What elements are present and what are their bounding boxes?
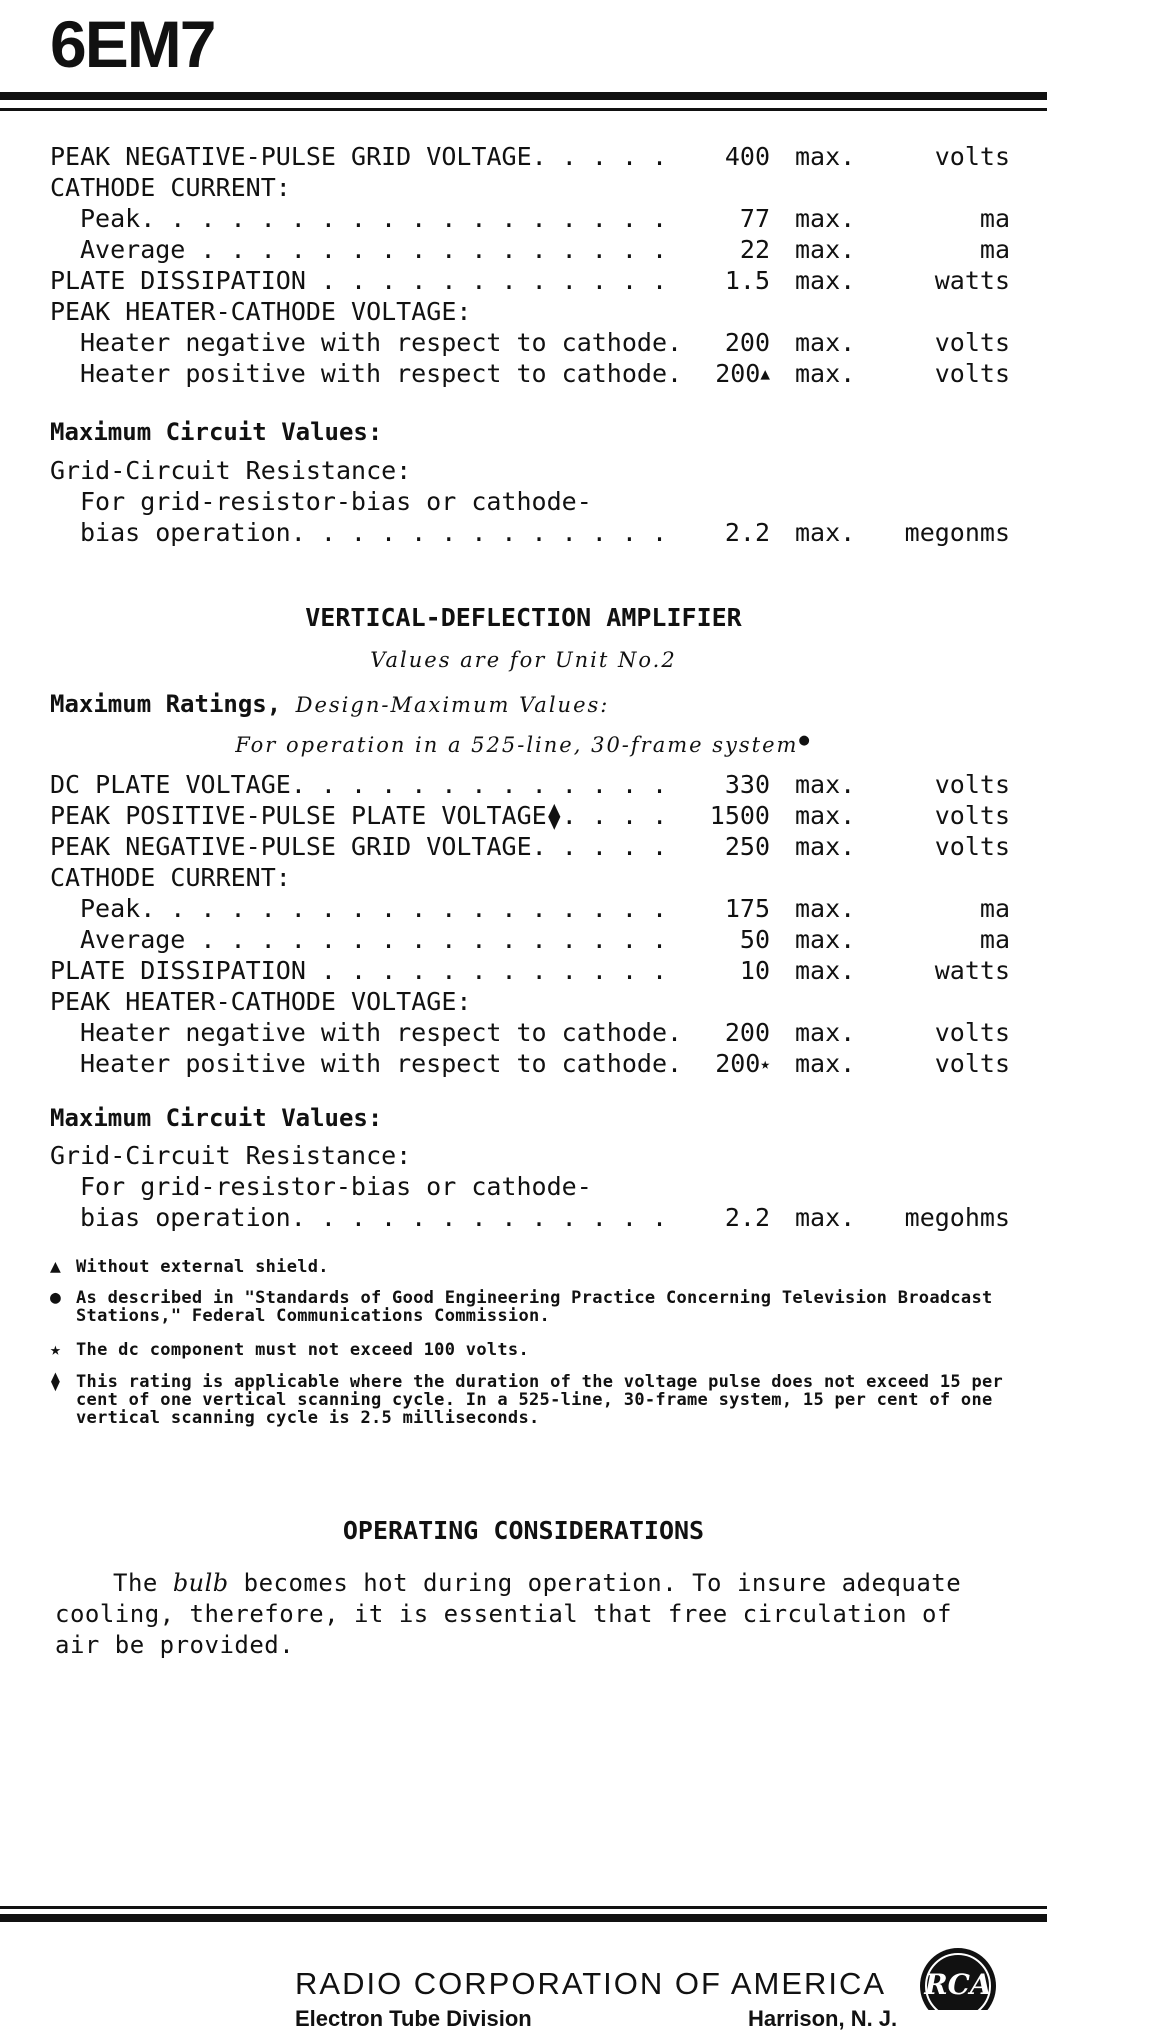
spec-row	[50, 1203, 1010, 1233]
spec-label-text: PEAK POSITIVE-PULSE PLATE VOLTAGE	[50, 801, 547, 830]
spec-max: max.	[795, 956, 856, 985]
spec-unit: ma	[979, 204, 1010, 233]
operating-paragraph	[55, 1568, 1010, 1661]
company-name: RADIO CORPORATION OF AMERICA	[295, 1966, 887, 2001]
spec-value-text: 10	[739, 956, 770, 985]
spec-label	[50, 863, 291, 893]
section-1-circuit-heading: Maximum Circuit Values:	[50, 418, 383, 446]
spec-max: max.	[795, 1018, 856, 1047]
spec-value-text: 330	[724, 770, 770, 799]
footnote-symbol: ▲	[50, 1256, 61, 1277]
top-rule	[0, 92, 1047, 100]
spec-label	[80, 487, 592, 517]
spec-value-text: 200	[715, 359, 761, 388]
footnote-ref-symbol: ★	[760, 1054, 770, 1073]
bottom-rule	[0, 1914, 1047, 1922]
spec-label	[80, 359, 682, 389]
spec-value	[725, 142, 770, 172]
spec-max: max.	[795, 359, 856, 388]
spec-label	[80, 1172, 592, 1202]
spec-unit: volts	[934, 801, 1010, 830]
spec-label	[80, 894, 667, 924]
spec-label	[50, 801, 667, 831]
footnote-ref-symbol: ⧫	[546, 801, 562, 830]
spec-value	[740, 956, 770, 986]
spec-value	[740, 235, 770, 265]
spec-row	[50, 204, 1010, 234]
spec-value	[725, 266, 770, 296]
spec-label	[80, 518, 667, 548]
operating-considerations-heading: OPERATING CONSIDERATIONS	[342, 1516, 705, 1545]
spec-row	[50, 1172, 1010, 1202]
spec-max: max.	[795, 1203, 856, 1232]
vertical-deflection-heading: VERTICAL-DEFLECTION AMPLIFIER	[305, 603, 742, 632]
spec-label-text: PEAK HEATER-CATHODE VOLTAGE:	[50, 987, 472, 1016]
section-2-circuit-heading: Maximum Circuit Values:	[50, 1104, 383, 1132]
spec-max: max.	[795, 328, 856, 357]
spec-label-text: PEAK HEATER-CATHODE VOLTAGE:	[50, 297, 472, 326]
spec-value-text: 1.5	[724, 266, 770, 295]
spec-value-text: 200	[724, 1018, 770, 1047]
spec-max: max.	[795, 235, 856, 264]
spec-unit: volts	[934, 1018, 1010, 1047]
spec-label-text: DC PLATE VOLTAGE. . . . . . . . . . . . .	[50, 770, 668, 799]
rca-logo	[912, 1946, 1004, 2010]
spec-max: max.	[795, 894, 856, 923]
max-ratings-heading	[50, 690, 609, 718]
spec-label	[80, 925, 667, 955]
spec-row	[50, 925, 1010, 955]
spec-label-text: bias operation. . . . . . . . . . . . .	[80, 1203, 667, 1232]
spec-max: max.	[795, 266, 856, 295]
spec-unit: megohms	[904, 1203, 1010, 1232]
spec-label-text: bias operation. . . . . . . . . . . . .	[80, 518, 667, 547]
spec-value-text: 50	[739, 925, 770, 954]
spec-label	[50, 956, 667, 986]
spec-value	[725, 518, 770, 548]
spec-label-text: Peak. . . . . . . . . . . . . . . . . .	[80, 204, 667, 233]
spec-value-text: 1500	[709, 801, 770, 830]
footnote-symbol: ●	[50, 1287, 61, 1308]
spec-label	[80, 235, 667, 265]
spec-unit: megonms	[904, 518, 1010, 547]
spec-row	[50, 894, 1010, 924]
spec-unit: volts	[934, 328, 1010, 357]
spec-label	[80, 1018, 682, 1048]
max-ratings-bold: Maximum Ratings,	[50, 690, 282, 718]
spec-value-text: 77	[739, 204, 770, 233]
spec-value-text: 175	[724, 894, 770, 923]
tube-type-title: 6EM7	[50, 7, 215, 81]
footnote-ref-symbol: ▲	[760, 364, 770, 383]
spec-label	[80, 1049, 682, 1079]
spec-value-text: 200	[715, 1049, 761, 1078]
spec-label-text: Heater negative with respect to cathode.	[80, 1018, 683, 1047]
spec-row	[50, 359, 1010, 389]
spec-row	[50, 1018, 1010, 1048]
spec-row	[50, 863, 1010, 893]
spec-label	[50, 832, 667, 862]
spec-value-text: 22	[739, 235, 770, 264]
spec-label-leader: . . . .	[561, 801, 668, 830]
spec-value	[725, 770, 770, 800]
spec-value	[725, 832, 770, 862]
spec-value	[710, 801, 770, 831]
spec-value	[725, 1203, 770, 1233]
spec-value-text: 400	[724, 142, 770, 171]
max-ratings-italic: Design-Maximum Values:	[295, 693, 610, 717]
spec-row	[50, 456, 1010, 486]
spec-max: max.	[795, 518, 856, 547]
spec-row	[50, 1141, 1010, 1171]
spec-label	[50, 1141, 411, 1171]
spec-label-text: Heater positive with respect to cathode.	[80, 359, 683, 388]
spec-label	[50, 266, 667, 296]
spec-unit: watts	[934, 266, 1010, 295]
spec-label	[50, 987, 471, 1017]
spec-label-text: Average . . . . . . . . . . . . . . . .	[80, 925, 667, 954]
spec-unit: watts	[934, 956, 1010, 985]
spec-value	[725, 894, 770, 924]
footnote-text: The dc component must not exceed 100 volts.	[76, 1340, 529, 1360]
spec-row	[50, 142, 1010, 172]
spec-max: max.	[795, 925, 856, 954]
spec-label-text: For grid-resistor-bias or cathode-	[80, 487, 592, 516]
spec-value-text: 2.2	[724, 1203, 770, 1232]
footnote-text: As described in "Standards of Good Engineering Practice Concerning Television Broadcast Stations," Federal Communications Commission.	[76, 1288, 993, 1326]
spec-label-text: PEAK NEGATIVE-PULSE GRID VOLTAGE. . . . .	[50, 142, 668, 171]
spec-value	[725, 1018, 770, 1048]
footnote-symbol: ⧫	[50, 1371, 61, 1392]
spec-label	[50, 456, 411, 486]
spec-max: max.	[795, 801, 856, 830]
spec-label	[80, 328, 682, 358]
spec-label-text: Peak. . . . . . . . . . . . . . . . . .	[80, 894, 667, 923]
spec-value	[715, 359, 770, 389]
spec-label-text: Heater negative with respect to cathode.	[80, 328, 683, 357]
spec-row	[50, 518, 1010, 548]
spec-unit: volts	[934, 1049, 1010, 1078]
bottom-rule-thin	[0, 1906, 1047, 1909]
spec-max: max.	[795, 832, 856, 861]
spec-label-text: PEAK NEGATIVE-PULSE GRID VOLTAGE. . . . .	[50, 832, 668, 861]
division-name: Electron Tube Division	[295, 2006, 532, 2031]
spec-label-text: Average . . . . . . . . . . . . . . . .	[80, 235, 667, 264]
spec-row	[50, 1049, 1010, 1079]
spec-value-text: 200	[724, 328, 770, 357]
location: Harrison, N. J.	[748, 2006, 898, 2031]
spec-label-text: PLATE DISSIPATION . . . . . . . . . . . .	[50, 956, 668, 985]
top-rule-thin	[0, 108, 1047, 111]
spec-label-text: For grid-resistor-bias or cathode-	[80, 1172, 592, 1201]
operating-text-rest: becomes hot during operation. To insure adequate cooling, therefore, it is essential that free circulation of air be provided.	[55, 1569, 962, 1659]
spec-label-text: Grid-Circuit Resistance:	[50, 1141, 412, 1170]
rca-logo-text: RCA	[924, 1968, 992, 2001]
spec-label	[50, 297, 471, 327]
spec-row	[50, 487, 1010, 517]
spec-row	[50, 173, 1010, 203]
operation-note-symbol: ●	[798, 733, 812, 748]
spec-max: max.	[795, 770, 856, 799]
spec-label	[80, 204, 667, 234]
spec-value	[740, 925, 770, 955]
spec-row	[50, 801, 1010, 831]
spec-label	[50, 173, 291, 203]
spec-unit: ma	[979, 925, 1010, 954]
spec-row	[50, 956, 1010, 986]
spec-value-text: 250	[724, 832, 770, 861]
spec-row	[50, 832, 1010, 862]
spec-label-text: Heater positive with respect to cathode.	[80, 1049, 683, 1078]
spec-unit: volts	[934, 359, 1010, 388]
spec-value	[715, 1049, 770, 1079]
footnote-symbol: ★	[50, 1339, 61, 1360]
spec-row	[50, 235, 1010, 265]
spec-value-text: 2.2	[724, 518, 770, 547]
spec-label	[50, 770, 667, 800]
spec-unit: volts	[934, 142, 1010, 171]
spec-label	[50, 142, 667, 172]
spec-value	[725, 328, 770, 358]
operation-note-text: For operation in a 525-line, 30-frame system	[235, 733, 799, 757]
footnote-text: This rating is applicable where the duration of the voltage pulse does not exceed 15 per cent of one vertical scanning cycle. In a 525-line, 30-frame system, 15 per cent of one vertical scanning cycle is 2.5 milliseconds.	[76, 1372, 1004, 1428]
spec-label-text: CATHODE CURRENT:	[50, 173, 291, 202]
unit-subheading: Values are for Unit No.2	[370, 648, 677, 672]
spec-label	[80, 1203, 667, 1233]
spec-unit: ma	[979, 235, 1010, 264]
spec-row	[50, 987, 1010, 1017]
operating-text-start: The	[113, 1569, 158, 1597]
spec-row	[50, 770, 1010, 800]
spec-unit: ma	[979, 894, 1010, 923]
spec-max: max.	[795, 142, 856, 171]
spec-row	[50, 328, 1010, 358]
spec-label-text: Grid-Circuit Resistance:	[50, 456, 412, 485]
spec-label-text: PLATE DISSIPATION . . . . . . . . . . . .	[50, 266, 668, 295]
spec-unit: volts	[934, 832, 1010, 861]
spec-row	[50, 297, 1010, 327]
spec-label-text: CATHODE CURRENT:	[50, 863, 291, 892]
spec-row	[50, 266, 1010, 296]
spec-max: max.	[795, 1049, 856, 1078]
operating-text-italic: bulb	[172, 1569, 229, 1597]
footnote-text: Without external shield.	[76, 1257, 329, 1277]
spec-max: max.	[795, 204, 856, 233]
spec-value	[740, 204, 770, 234]
spec-unit: volts	[934, 770, 1010, 799]
operation-note	[0, 733, 1047, 757]
